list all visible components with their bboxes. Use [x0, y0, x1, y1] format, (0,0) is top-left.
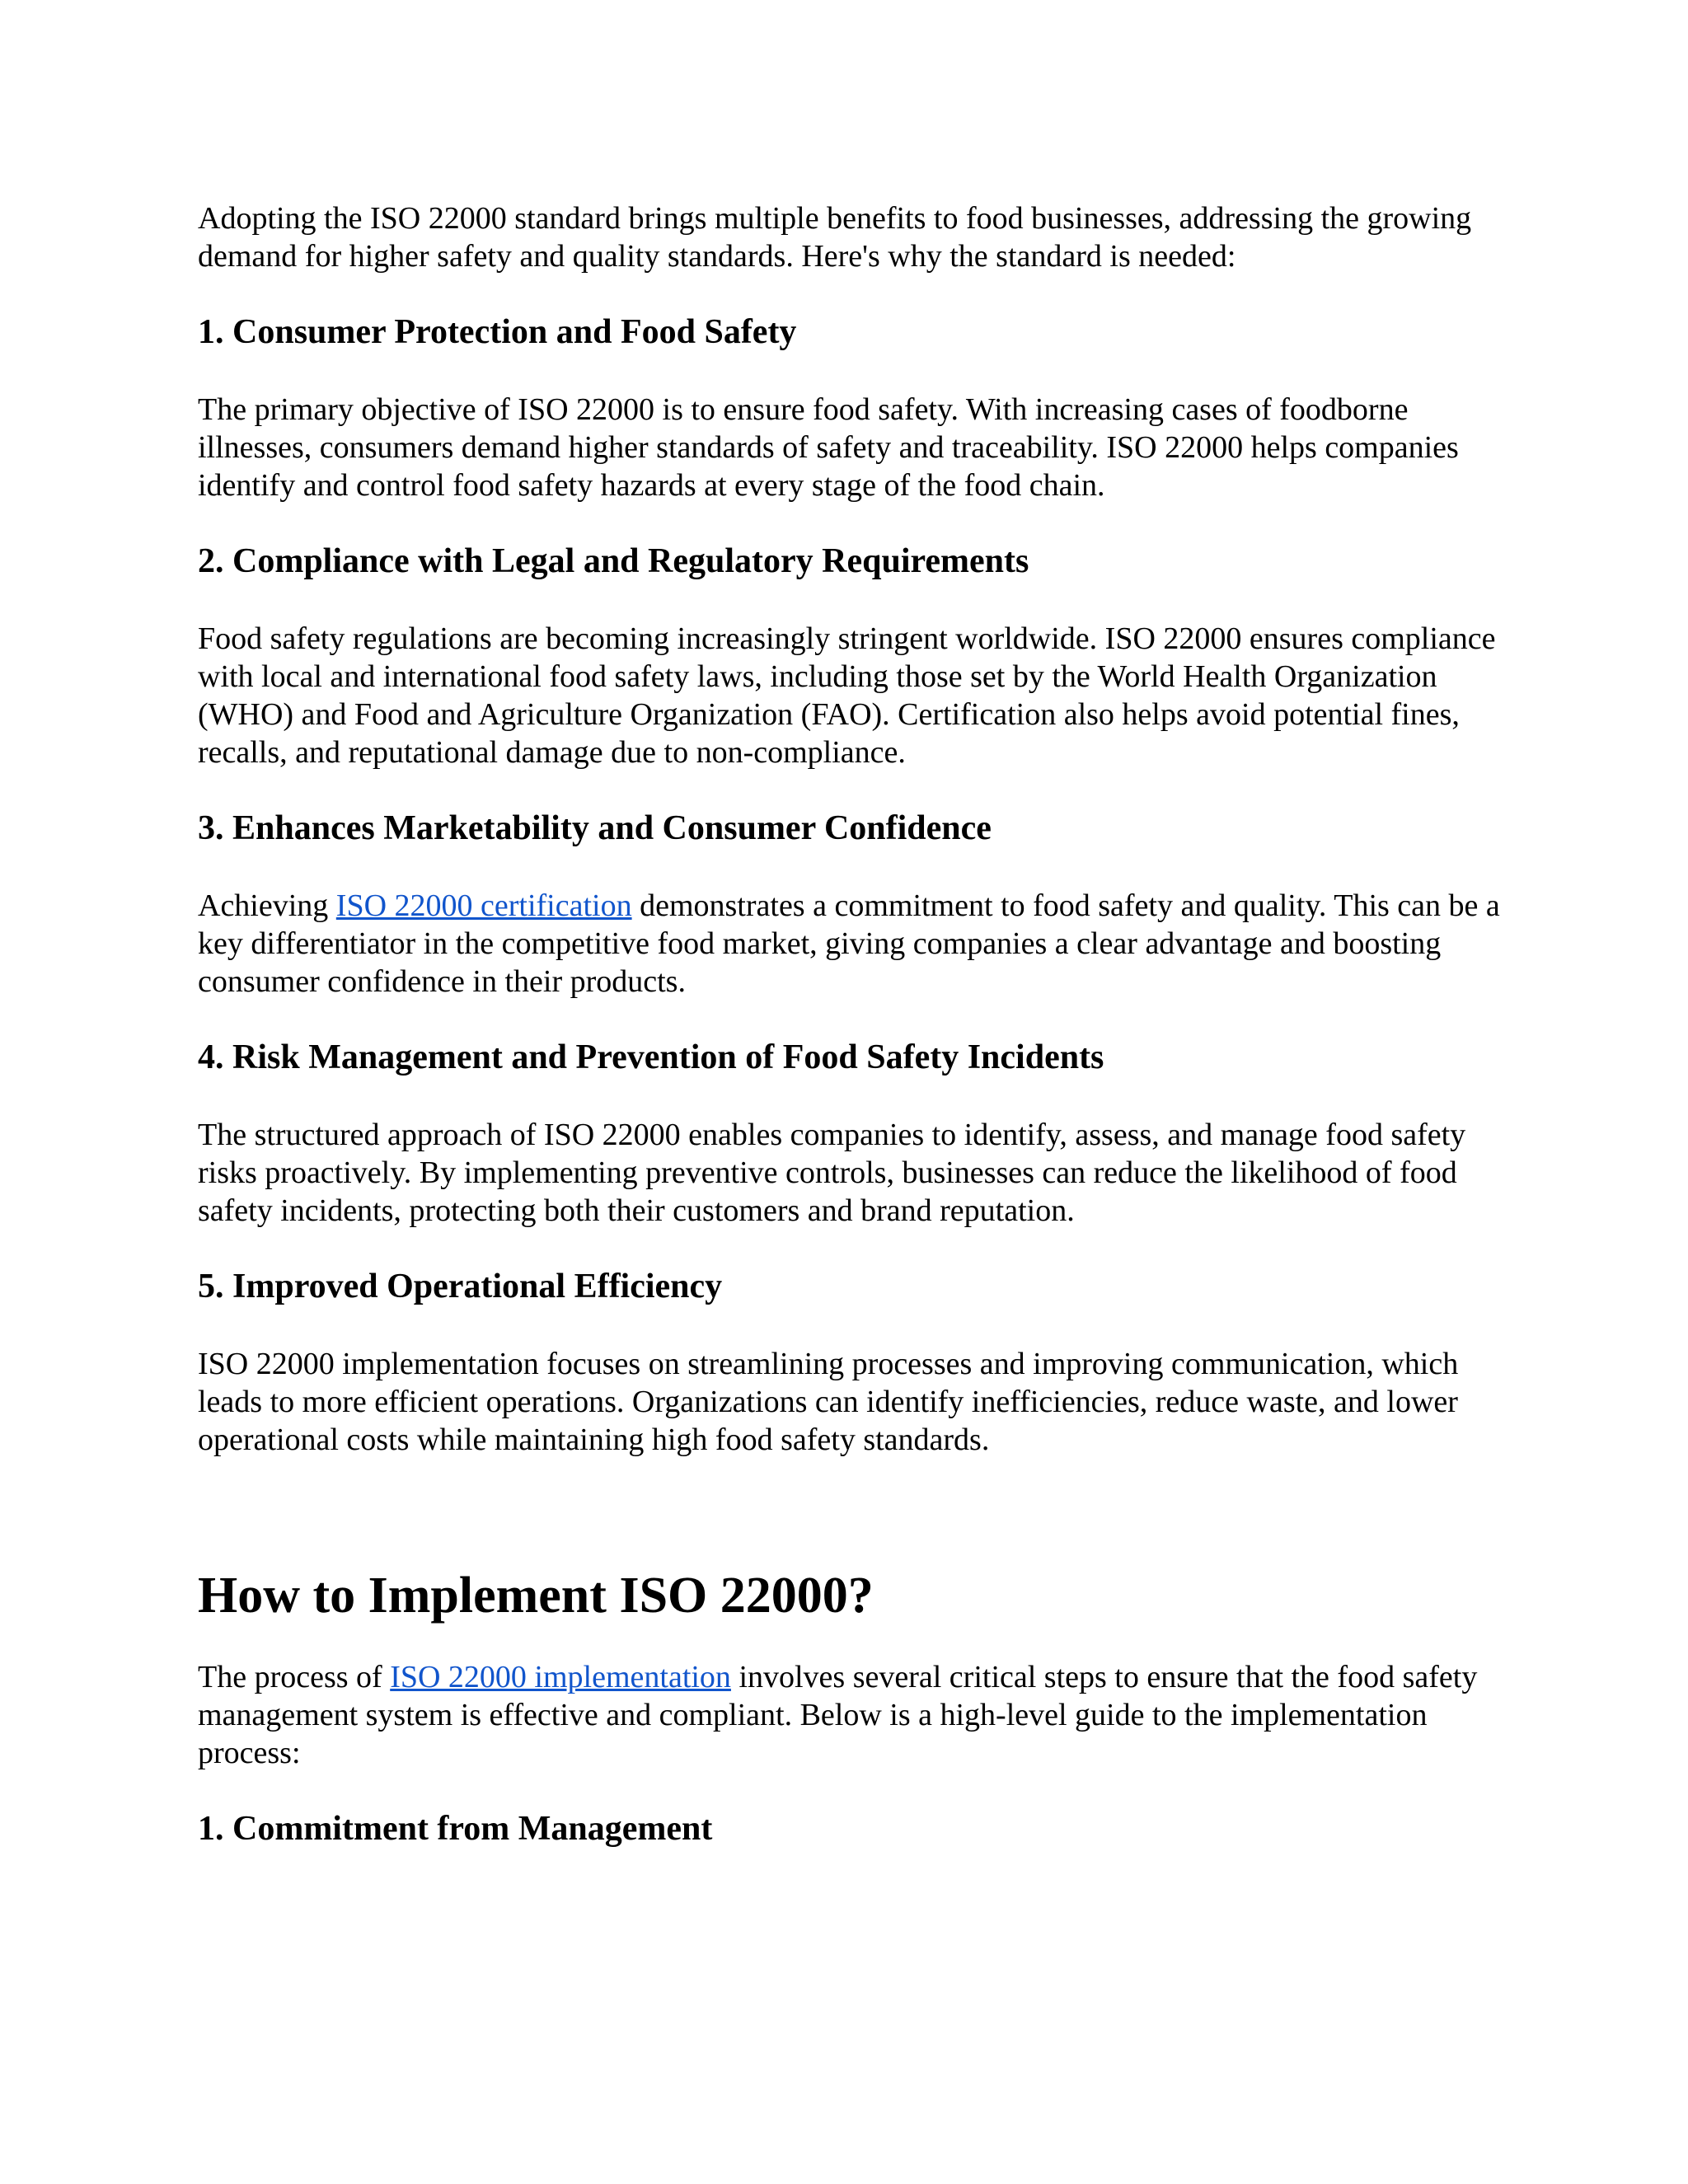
section-body-marketability [198, 887, 1500, 1001]
iso-22000-implementation-link[interactable]: ISO 22000 implementation [390, 1660, 731, 1694]
section-heading-compliance: 2. Compliance with Legal and Regulatory Requirements [198, 542, 1029, 580]
document-page [198, 199, 1500, 1849]
implement-intro-paragraph [198, 1658, 1500, 1772]
marketability-text-after: demonstrates a commitment to food safety and quality. This can be a key differentiator in the competitive food market, giving companies a clear advantage and boosting consumer confidence in their products. [198, 888, 1500, 999]
implement-heading: How to Implement ISO 22000? [198, 1568, 874, 1624]
section-body-compliance: Food safety regulations are becoming increasingly stringent worldwide. ISO 22000 ensures compliance with local and international food safety laws, including those set by the World Health Organization (WHO) and Food and Agriculture Organization (FAO). Certification also helps avoid potential fines, recalls, and reputational damage due to non-compliance. [198, 621, 1496, 770]
marketability-text-before: Achieving [198, 888, 336, 923]
implement-text-before: The process of [198, 1660, 391, 1694]
step-heading-commitment: 1. Commitment from Management [198, 1810, 713, 1848]
section-body-consumer-protection: The primary objective of ISO 22000 is to ensure food safety. With increasing cases of foodborne illnesses, consumers demand higher standards of safety and traceability. ISO 22000 helps companies identify and control food safety hazards at every stage of the food chain. [198, 392, 1459, 503]
section-heading-risk-management: 4. Risk Management and Prevention of Food Safety Incidents [198, 1038, 1104, 1076]
implement-text-after: involves several critical steps to ensure that the food safety management system is effective and compliant. Below is a high-level guide to the implementation process: [198, 1660, 1478, 1770]
section-heading-operational-efficiency: 5. Improved Operational Efficiency [198, 1268, 723, 1305]
section-heading-consumer-protection: 1. Consumer Protection and Food Safety [198, 313, 797, 351]
section-heading-marketability: 3. Enhances Marketability and Consumer Confidence [198, 809, 992, 847]
intro-paragraph: Adopting the ISO 22000 standard brings multiple benefits to food businesses, addressing the growing demand for higher safety and quality standards. Here's why the standard is needed: [198, 201, 1472, 274]
iso-22000-certification-link[interactable]: ISO 22000 certification [335, 888, 632, 923]
section-body-risk-management: The structured approach of ISO 22000 enables companies to identify, assess, and manage food safety risks proactively. By implementing preventive controls, businesses can reduce the likelihood of food safety incidents, protecting both their customers and brand reputation. [198, 1118, 1466, 1228]
section-body-operational-efficiency: ISO 22000 implementation focuses on streamlining processes and improving communication, which leads to more efficient operations. Organizations can identify inefficiencies, reduce waste, and lower operational costs while maintaining high food safety standards. [198, 1347, 1459, 1457]
